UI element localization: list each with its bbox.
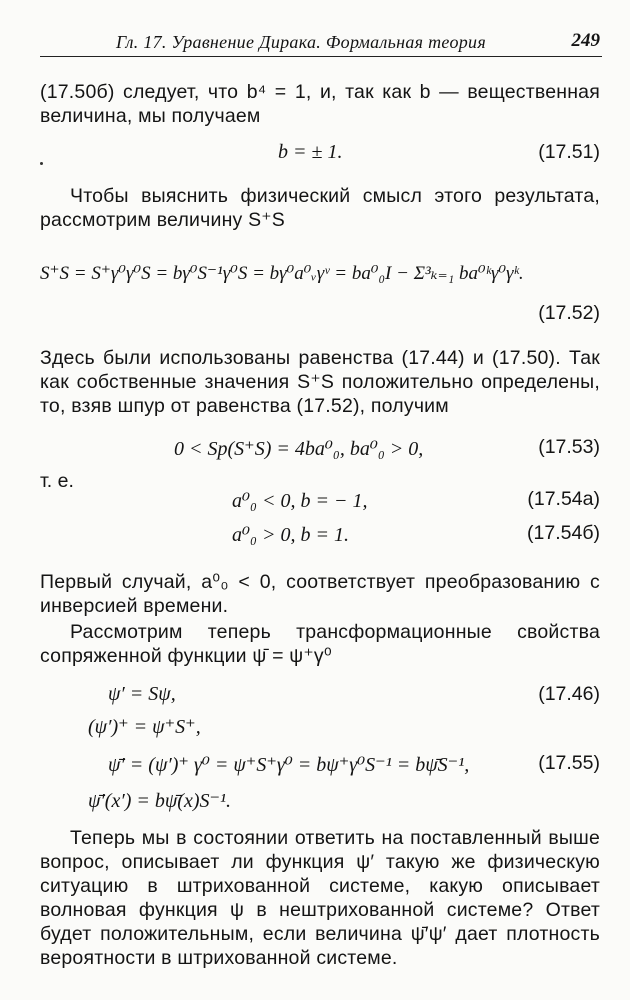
page-number: 249 (571, 30, 600, 51)
equation-17-55: ψ̄′ = (ψ′)⁺ γ⁰ = ψ⁺S⁺γ⁰ = bψ⁺γ⁰S⁻¹ = bψ̄S⁻¹, (108, 754, 470, 776)
paragraph-4: Первый случай, a⁰₀ < 0, соответствует преобразованию с инверсией времени. (40, 571, 600, 617)
running-header (40, 30, 602, 57)
equation-number-17-53: (17.53) (538, 436, 600, 458)
equation-17-46: ψ′ = Sψ, (108, 683, 176, 705)
paragraph-1: (17.50б) следует, что b⁴ = 1, и, так как b — вещественная величина, мы получаем (40, 81, 600, 127)
print-speck (40, 162, 43, 165)
equation-number-17-52: (17.52) (538, 302, 600, 324)
equation-17-52: S⁺S = S⁺γ⁰γ⁰S = bγ⁰S⁻¹γ⁰S = bγ⁰a⁰ᵥγᵛ = ba⁰₀I − Σ³ₖ₌₁ ba⁰ᵏγ⁰γᵏ. (40, 263, 524, 284)
chapter-title: Гл. 17. Уравнение Дирака. Формальная теория (116, 32, 487, 52)
equation-17-54a: a⁰₀ < 0, b = − 1, (232, 490, 368, 512)
that-is-label: т. е. (40, 470, 74, 492)
equation-17-54b: a⁰₀ > 0, b = 1. (232, 524, 349, 546)
paragraph-6: Теперь мы в состоянии ответить на поставленный выше вопрос, описывает ли функция ψ′ такую же физическую ситуацию в штрихованной системе, какую описывает волновая функция ψ в нештрихованной системе? Ответ будет положительным, если величина ψ̄′ψ′ дает плотность вероятности в штрихованной системе. (40, 827, 600, 969)
equation-number-17-55: (17.55) (538, 752, 600, 774)
paragraph-3: Здесь были использованы равенства (17.44) и (17.50). Так как собственные значения S⁺S положительно определены, то, взяв шпур от равенства (17.52), получим (40, 347, 600, 417)
equation-number-17-54a: (17.54а) (527, 488, 600, 510)
equation-number-17-46: (17.46) (538, 683, 600, 705)
equation-17-53: 0 < Sp(S⁺S) = 4ba⁰₀, ba⁰₀ > 0, (174, 438, 424, 460)
equation-number-17-51: (17.51) (538, 141, 600, 163)
equation-dagger: (ψ′)⁺ = ψ⁺S⁺, (88, 716, 201, 738)
equation-number-17-54b: (17.54б) (527, 522, 600, 544)
paragraph-2: Чтобы выяснить физический смысл этого результата, рассмотрим величину S⁺S (40, 185, 600, 231)
equation-conjugate: ψ̄′(x′) = bψ̄(x)S⁻¹. (88, 790, 232, 812)
paragraph-5: Рассмотрим теперь трансформационные свойства сопряженной функции ψ̄ = ψ⁺γ⁰ (40, 621, 600, 667)
equation-17-51: b = ± 1. (278, 141, 343, 163)
